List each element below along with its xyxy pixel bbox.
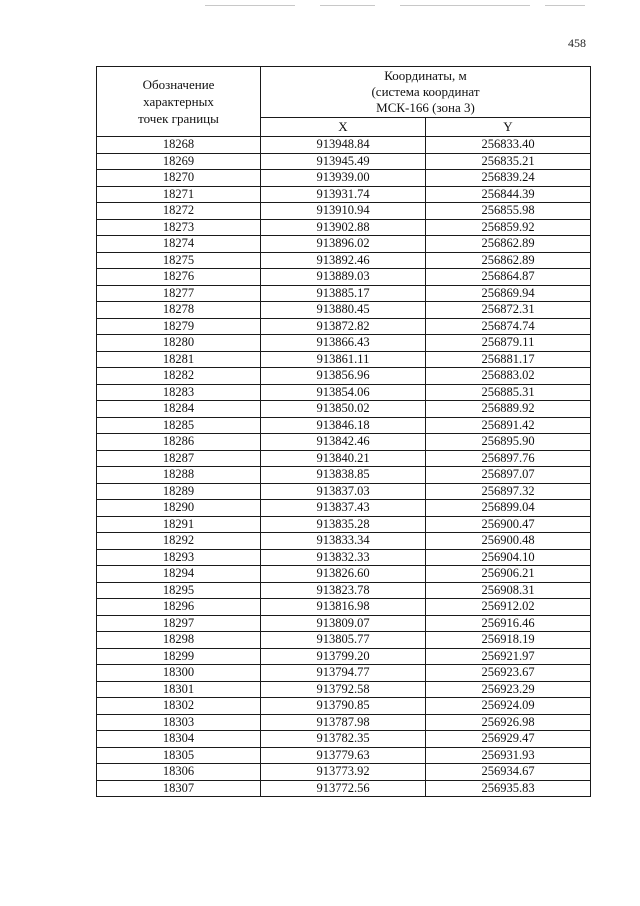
y-coordinate-cell: 256869.94 [426, 285, 591, 302]
point-id-cell: 18297 [97, 615, 261, 632]
point-id-cell: 18298 [97, 632, 261, 649]
y-coordinate-cell: 256833.40 [426, 137, 591, 154]
x-coordinate-cell: 913782.35 [261, 731, 426, 748]
x-coordinate-cell: 913842.46 [261, 434, 426, 451]
table-row [97, 351, 591, 368]
y-coordinate-cell: 256897.32 [426, 483, 591, 500]
table-row [97, 516, 591, 533]
y-coordinate-cell: 256924.09 [426, 698, 591, 715]
y-coordinate-cell: 256897.76 [426, 450, 591, 467]
y-coordinate-cell: 256879.11 [426, 335, 591, 352]
table-row [97, 764, 591, 781]
table-row [97, 681, 591, 698]
scan-artifact-line [400, 5, 530, 6]
table-row [97, 780, 591, 797]
scan-artifact-line [320, 5, 375, 6]
table-row [97, 219, 591, 236]
table-row [97, 533, 591, 550]
x-coordinate-cell: 913837.03 [261, 483, 426, 500]
y-coordinate-cell: 256881.17 [426, 351, 591, 368]
point-id-cell: 18284 [97, 401, 261, 418]
scan-artifact-line [205, 5, 295, 6]
table-row [97, 417, 591, 434]
table-row [97, 500, 591, 517]
x-coordinate-cell: 913837.43 [261, 500, 426, 517]
y-coordinate-cell: 256900.48 [426, 533, 591, 550]
table-row [97, 401, 591, 418]
x-coordinate-cell: 913805.77 [261, 632, 426, 649]
x-coordinate-cell: 913832.33 [261, 549, 426, 566]
x-coordinate-cell: 913872.82 [261, 318, 426, 335]
table-row [97, 384, 591, 401]
table-row [97, 252, 591, 269]
y-coordinate-cell: 256926.98 [426, 714, 591, 731]
y-coordinate-cell: 256883.02 [426, 368, 591, 385]
point-id-cell: 18300 [97, 665, 261, 682]
x-coordinate-cell: 913850.02 [261, 401, 426, 418]
point-id-cell: 18281 [97, 351, 261, 368]
coordinates-table [96, 66, 591, 797]
table-body [97, 137, 591, 797]
y-coordinate-cell: 256835.21 [426, 153, 591, 170]
table-row [97, 335, 591, 352]
table-row [97, 434, 591, 451]
coordinates-header [261, 67, 591, 118]
x-coordinate-cell: 913885.17 [261, 285, 426, 302]
point-id-cell: 18302 [97, 698, 261, 715]
x-coordinate-cell: 913790.85 [261, 698, 426, 715]
point-id-cell: 18304 [97, 731, 261, 748]
point-id-cell: 18285 [97, 417, 261, 434]
y-coordinate-cell: 256862.89 [426, 252, 591, 269]
x-coordinate-cell: 913823.78 [261, 582, 426, 599]
table-row [97, 236, 591, 253]
point-id-cell: 18286 [97, 434, 261, 451]
point-label-line: Обозначение [142, 77, 215, 92]
table-row [97, 566, 591, 583]
x-coordinate-cell: 913809.07 [261, 615, 426, 632]
table-row [97, 698, 591, 715]
x-coordinate-cell: 913794.77 [261, 665, 426, 682]
point-id-cell: 18291 [97, 516, 261, 533]
y-coordinate-cell: 256935.83 [426, 780, 591, 797]
y-column-header: Y [426, 118, 591, 137]
table-row [97, 203, 591, 220]
y-coordinate-cell: 256844.39 [426, 186, 591, 203]
point-id-cell: 18306 [97, 764, 261, 781]
point-id-cell: 18278 [97, 302, 261, 319]
x-coordinate-cell: 913838.85 [261, 467, 426, 484]
x-coordinate-cell: 913833.34 [261, 533, 426, 550]
x-coordinate-cell: 913792.58 [261, 681, 426, 698]
point-id-cell: 18277 [97, 285, 261, 302]
y-coordinate-cell: 256931.93 [426, 747, 591, 764]
table-row [97, 153, 591, 170]
point-id-cell: 18289 [97, 483, 261, 500]
point-id-cell: 18280 [97, 335, 261, 352]
point-id-cell: 18282 [97, 368, 261, 385]
point-id-cell: 18273 [97, 219, 261, 236]
point-id-cell: 18303 [97, 714, 261, 731]
point-id-cell: 18301 [97, 681, 261, 698]
table-row [97, 368, 591, 385]
point-id-cell: 18279 [97, 318, 261, 335]
x-coordinate-cell: 913945.49 [261, 153, 426, 170]
y-coordinate-cell: 256923.67 [426, 665, 591, 682]
table-row [97, 599, 591, 616]
y-coordinate-cell: 256921.97 [426, 648, 591, 665]
y-coordinate-cell: 256916.46 [426, 615, 591, 632]
y-coordinate-cell: 256897.07 [426, 467, 591, 484]
x-coordinate-cell: 913948.84 [261, 137, 426, 154]
x-coordinate-cell: 913861.11 [261, 351, 426, 368]
y-coordinate-cell: 256899.04 [426, 500, 591, 517]
page-number: 458 [568, 36, 586, 50]
point-label-header [97, 67, 261, 137]
x-coordinate-cell: 913856.96 [261, 368, 426, 385]
x-coordinate-cell: 913773.92 [261, 764, 426, 781]
table-row [97, 170, 591, 187]
y-coordinate-cell: 256918.19 [426, 632, 591, 649]
y-coordinate-cell: 256889.92 [426, 401, 591, 418]
table-row [97, 467, 591, 484]
table-row [97, 269, 591, 286]
table-row [97, 665, 591, 682]
point-id-cell: 18271 [97, 186, 261, 203]
y-coordinate-cell: 256904.10 [426, 549, 591, 566]
x-coordinate-cell: 913787.98 [261, 714, 426, 731]
point-id-cell: 18296 [97, 599, 261, 616]
x-coordinate-cell: 913939.00 [261, 170, 426, 187]
point-label-line: точек границы [138, 111, 219, 126]
point-id-cell: 18283 [97, 384, 261, 401]
y-coordinate-cell: 256862.89 [426, 236, 591, 253]
table-row [97, 747, 591, 764]
table-row [97, 285, 591, 302]
table-row [97, 483, 591, 500]
y-coordinate-cell: 256934.67 [426, 764, 591, 781]
point-id-cell: 18293 [97, 549, 261, 566]
y-coordinate-cell: 256855.98 [426, 203, 591, 220]
x-coordinate-cell: 913889.03 [261, 269, 426, 286]
x-coordinate-cell: 913799.20 [261, 648, 426, 665]
table-row [97, 302, 591, 319]
table-row [97, 714, 591, 731]
scan-artifact-line [545, 5, 585, 6]
x-coordinate-cell: 913866.43 [261, 335, 426, 352]
y-coordinate-cell: 256885.31 [426, 384, 591, 401]
y-coordinate-cell: 256864.87 [426, 269, 591, 286]
y-coordinate-cell: 256895.90 [426, 434, 591, 451]
y-coordinate-cell: 256874.74 [426, 318, 591, 335]
y-coordinate-cell: 256872.31 [426, 302, 591, 319]
point-id-cell: 18292 [97, 533, 261, 550]
table-row [97, 615, 591, 632]
point-id-cell: 18305 [97, 747, 261, 764]
x-coordinate-cell: 913835.28 [261, 516, 426, 533]
point-id-cell: 18295 [97, 582, 261, 599]
table-row [97, 549, 591, 566]
point-id-cell: 18274 [97, 236, 261, 253]
point-id-cell: 18287 [97, 450, 261, 467]
point-id-cell: 18299 [97, 648, 261, 665]
point-id-cell: 18307 [97, 780, 261, 797]
x-coordinate-cell: 913880.45 [261, 302, 426, 319]
point-id-cell: 18290 [97, 500, 261, 517]
x-column-header: X [261, 118, 426, 137]
table-row [97, 648, 591, 665]
x-coordinate-cell: 913846.18 [261, 417, 426, 434]
point-id-cell: 18288 [97, 467, 261, 484]
y-coordinate-cell: 256839.24 [426, 170, 591, 187]
coordinates-label-line: (система координат [371, 84, 480, 99]
coordinates-label-line: МСК-166 (зона 3) [376, 100, 475, 115]
x-coordinate-cell: 913902.88 [261, 219, 426, 236]
point-id-cell: 18272 [97, 203, 261, 220]
x-coordinate-cell: 913826.60 [261, 566, 426, 583]
y-coordinate-cell: 256891.42 [426, 417, 591, 434]
x-coordinate-cell: 913840.21 [261, 450, 426, 467]
table-row [97, 632, 591, 649]
x-coordinate-cell: 913931.74 [261, 186, 426, 203]
x-coordinate-cell: 913910.94 [261, 203, 426, 220]
table-row [97, 582, 591, 599]
point-id-cell: 18270 [97, 170, 261, 187]
table-row [97, 186, 591, 203]
x-coordinate-cell: 913772.56 [261, 780, 426, 797]
x-coordinate-cell: 913816.98 [261, 599, 426, 616]
table-row [97, 318, 591, 335]
y-coordinate-cell: 256923.29 [426, 681, 591, 698]
point-id-cell: 18269 [97, 153, 261, 170]
point-id-cell: 18294 [97, 566, 261, 583]
x-coordinate-cell: 913854.06 [261, 384, 426, 401]
y-coordinate-cell: 256900.47 [426, 516, 591, 533]
y-coordinate-cell: 256929.47 [426, 731, 591, 748]
point-id-cell: 18275 [97, 252, 261, 269]
y-coordinate-cell: 256908.31 [426, 582, 591, 599]
y-coordinate-cell: 256912.02 [426, 599, 591, 616]
point-id-cell: 18276 [97, 269, 261, 286]
table-row [97, 450, 591, 467]
point-id-cell: 18268 [97, 137, 261, 154]
table-row [97, 731, 591, 748]
x-coordinate-cell: 913779.63 [261, 747, 426, 764]
x-coordinate-cell: 913896.02 [261, 236, 426, 253]
y-coordinate-cell: 256906.21 [426, 566, 591, 583]
coordinates-label-line: Координаты, м [384, 68, 467, 83]
table-row [97, 137, 591, 154]
x-coordinate-cell: 913892.46 [261, 252, 426, 269]
point-label-line: характерных [143, 94, 214, 109]
y-coordinate-cell: 256859.92 [426, 219, 591, 236]
